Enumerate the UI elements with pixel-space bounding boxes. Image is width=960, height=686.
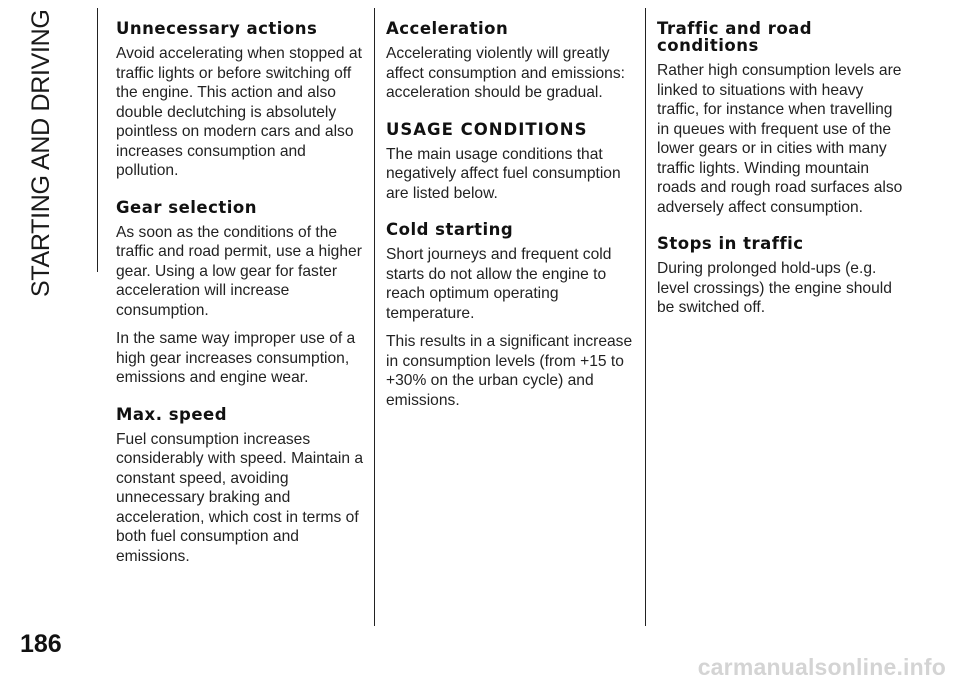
heading-acceleration: Acceleration <box>386 19 509 38</box>
paragraph-traffic-road-conditions: Rather high consumption levels are linked to situations with heavy traffic, for instance when travelling in queues with frequent use of the lower gears or in cities with many traffic lights. Winding mountain roads and rough road surfaces also adversely affect consumption. <box>657 62 903 216</box>
paragraph-gear-selection-2: In the same way improper use of a high gear increases consumption, emissions and engine wear. <box>116 330 356 386</box>
column-2 <box>386 20 634 410</box>
heading-cold-starting: Cold starting <box>386 220 514 239</box>
heading-max-speed: Max. speed <box>116 404 228 424</box>
column-3 <box>657 20 907 318</box>
paragraph-gear-selection-1: As soon as the conditions of the traffic and road permit, use a higher gear. Using a low gear for faster acceleration will increase consumption. <box>116 223 362 319</box>
paragraph-usage-conditions: The main usage conditions that negatively affect fuel consumption are listed below. <box>386 145 621 202</box>
watermark-text: carmanualsonline.info <box>697 654 946 680</box>
page-number: 186 <box>20 630 62 658</box>
paragraph-acceleration: Accelerating violently will greatly affect consumption and emissions: acceleration should be gradual. <box>386 45 625 101</box>
sidebar-divider <box>97 8 98 272</box>
paragraph-unnecessary-actions: Avoid accelerating when stopped at traffic lights or before switching off the engine. This action and also double declutching is absolutely pointless on modern cars and also increases consumption and pollution. <box>116 45 362 179</box>
column-divider-2 <box>645 8 646 626</box>
heading-traffic-road-conditions: Traffic and road conditions <box>657 19 813 55</box>
heading-stops-in-traffic: Stops in traffic <box>657 234 804 253</box>
paragraph-stops-in-traffic: During prolonged hold-ups (e.g. level crossings) the engine should be switched off. <box>657 260 892 316</box>
heading-usage-conditions: USAGE CONDITIONS <box>386 119 588 139</box>
paragraph-cold-starting-1: Short journeys and frequent cold starts do not allow the engine to reach optimum operating temperature. <box>386 246 612 322</box>
column-1 <box>116 20 366 566</box>
heading-unnecessary-actions: Unnecessary actions <box>116 19 318 38</box>
heading-gear-selection: Gear selection <box>116 197 258 217</box>
column-divider-1 <box>374 8 375 626</box>
paragraph-cold-starting-2: This results in a significant increase in consumption levels (from +15 to +30% on the urban cycle) and emissions. <box>386 333 633 409</box>
paragraph-max-speed: Fuel consumption increases considerably with speed. Maintain a constant speed, avoiding unnecessary braking and acceleration, which cost in terms of both fuel consumption and emissions. <box>116 430 364 565</box>
section-title-vertical: STARTING AND DRIVING <box>27 9 55 297</box>
